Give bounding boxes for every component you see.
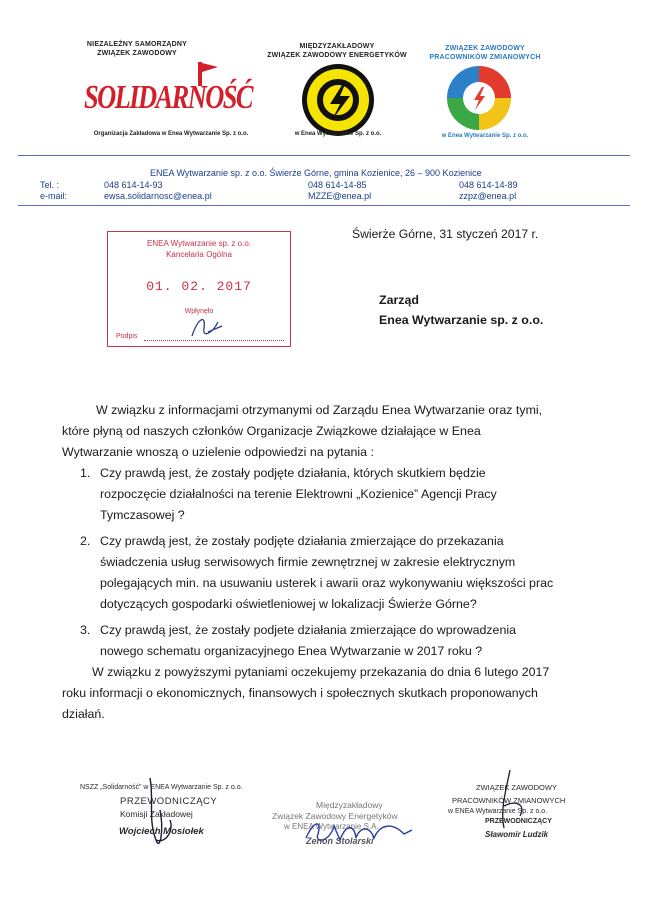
zzpz-heading-line2: PRACOWNIKÓW ZMIANOWYCH: [429, 54, 541, 61]
question-line: polegających min. na usuwaniu usterek i awarii oraz wykonywaniu większości prac: [100, 576, 554, 590]
place-and-date: Świerże Górne, 31 styczeń 2017 r.: [352, 227, 539, 241]
sig2-name: Zenon Stolarski: [306, 836, 374, 846]
question-line: Czy prawdą jest, że zostały podjęte działania, których skutkiem będzie: [100, 466, 486, 480]
question-line: Tymczasowej ?: [100, 508, 185, 522]
question-line: świadczenia usług serwisowych firmie zewnętrznej w zakresie elektrycznym: [100, 555, 516, 569]
letter-body: [62, 400, 622, 725]
stamp-received-label: Wpłynęło: [184, 308, 214, 315]
email-zzpz[interactable]: zzpz@enea.pl: [459, 191, 517, 201]
company-address: ENEA Wytwarzanie sp. z o.o. Świerże Górne, gmina Kozienice, 26 – 900 Kozienice: [150, 168, 482, 178]
question-item: [62, 463, 622, 531]
zzpz-caption: w Enea Wytwarzanie Sp. z o.o.: [441, 133, 529, 139]
questions-list: [62, 463, 622, 662]
email-label: e-mail:: [40, 191, 68, 201]
sig3-org-line3: w ENEA Wytwarzanie Sp. z o.o.: [448, 808, 548, 815]
sig3-org-line1: ZWIĄZEK ZAWODOWY: [476, 783, 557, 792]
tel-label: Tel. :: [40, 180, 60, 190]
solidarnosc-heading-line2: ZWIĄZEK ZAWODOWY: [97, 50, 177, 57]
sig1-handwritten-signature: [120, 770, 200, 860]
stamp-initials-mark: [188, 312, 228, 342]
solidarnosc-heading-line1: NIEZALEŻNY SAMORZĄDNY: [86, 41, 188, 48]
recipient-line2: Enea Wytwarzanie sp. z o.o.: [379, 313, 544, 327]
closing-line3: działań.: [62, 707, 105, 721]
question-item: [62, 620, 622, 662]
sig1-name: Wojciech Mosiołek: [119, 826, 204, 837]
question-number: 1.: [80, 466, 91, 480]
intro-line3: Wytwarzanie wnoszą o uzielenie odpowiedzi na pytania :: [62, 445, 374, 459]
sig1-title: PRZEWODNICZĄCY: [120, 796, 218, 807]
closing-line1: W związku z powyższymi pytaniami oczekujemy przekazania do dnia 6 lutego 2017: [92, 665, 550, 679]
sig2-handwritten-signature: [300, 812, 420, 852]
sig3-name: Sławomir Ludzik: [485, 830, 549, 839]
sig3-title: PRZEWODNICZĄCY: [485, 818, 552, 825]
stamp-date: 01. 02. 2017: [146, 279, 252, 294]
tel-solidarnosc: 048 614-14-93: [104, 180, 163, 190]
email-solidarnosc[interactable]: ewsa.solidarnosc@enea.pl: [104, 191, 212, 201]
sig1-subtitle: Komisji Zakładowej: [120, 809, 193, 819]
question-number: 3.: [80, 623, 91, 637]
question-item: [62, 531, 622, 620]
stamp-company: ENEA Wytwarzanie sp. z o.o.: [147, 239, 251, 248]
mzze-logo: [300, 62, 376, 138]
tel-zzpz: 048 614-14-89: [459, 180, 518, 190]
closing-line2: roku informacji o ekonomicznych, finansowych i społecznych skutkach proponowanych: [62, 686, 538, 700]
intro-line2: które płyną od naszych członków Organizacje Związkowe działające w Enea: [62, 424, 481, 438]
sig3-org-line2: PRACOWNIKÓW ZMIANOWYCH: [452, 796, 566, 805]
question-line: rozpoczęcie działalności na terenie Elektrowni „Kozienice” Agencji Pracy: [100, 487, 497, 501]
zzpz-logo: [443, 62, 515, 134]
svg-text:SOLIDARNOŚĆ: SOLIDARNOŚĆ: [84, 79, 301, 116]
question-line: nowego schematu organizacyjnego Enea Wytwarzanie w 2017 roku ?: [100, 644, 483, 658]
mzze-caption: w Enea Wytwarzanie Sp. z o.o.: [294, 131, 382, 137]
stamp-signature-label: Podpis: [116, 333, 138, 340]
recipient-line1: Zarząd: [379, 293, 419, 307]
incoming-stamp: [107, 231, 291, 347]
zzpz-heading-line1: ZWIĄZEK ZAWODOWY: [445, 45, 525, 52]
stamp-department: Kancelaria Ogólna: [166, 250, 232, 259]
header-rule-bottom: [18, 205, 630, 206]
header-rule-top: [18, 155, 630, 156]
mzze-heading-line1: MIĘDZYZAKŁADOWY: [299, 43, 375, 50]
tel-mzze: 048 614-14-85: [308, 180, 367, 190]
question-line: Czy prawdą jest, że zostały podjete działania zmierzające do wprowadzenia: [100, 623, 516, 637]
email-mzze[interactable]: MZZE@enea.pl: [308, 191, 372, 201]
sig1-organization: NSZZ „Solidarność” w ENEA Wytwarzanie Sp. z o.o.: [80, 784, 243, 791]
sig2-org-line2: Związek Zawodowy Energetyków: [272, 811, 398, 821]
solidarnosc-logo: [80, 60, 301, 122]
intro-line1: W związku z informacjami otrzymanymi od Zarządu Enea Wytwarzanie oraz tymi,: [96, 403, 543, 417]
question-number: 2.: [80, 534, 91, 548]
question-line: dotyczących gospodarki oświetleniowej w lokalizacji Świerże Górne?: [100, 597, 477, 611]
sig2-org-line1: Międzyzakładowy: [316, 800, 383, 810]
sig2-org-line3: w ENEA Wytwarzanie S.A.: [284, 822, 379, 831]
mzze-heading-line2: ZWIĄZEK ZAWODOWY ENERGETYKÓW: [267, 52, 407, 59]
question-line: Czy prawdą jest, że zostały podjęte działania zmierzające do przekazania: [100, 534, 504, 548]
solidarnosc-caption: Organizacja Zakładowa w Enea Wytwarzanie Sp. z o.o.: [93, 131, 249, 137]
